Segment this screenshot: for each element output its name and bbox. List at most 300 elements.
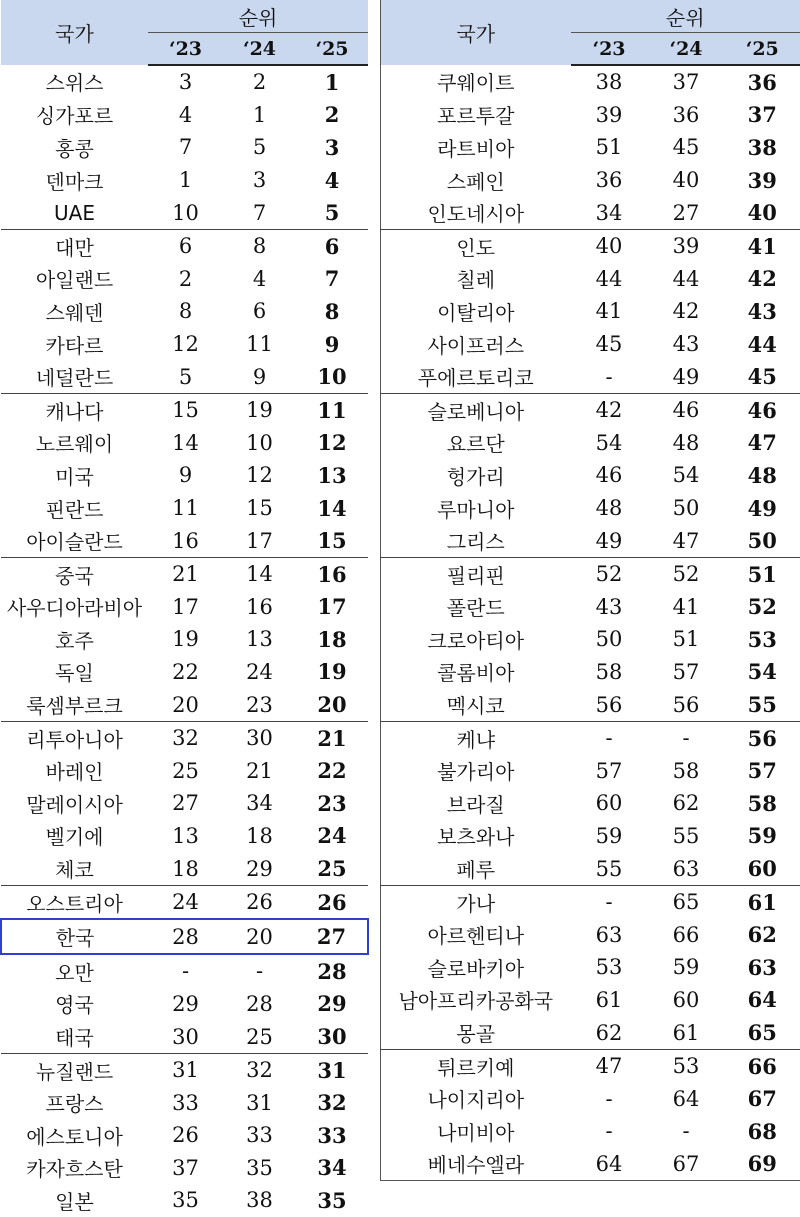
rank-2024: 52 — [648, 557, 725, 590]
rank-2024: 31 — [223, 1086, 296, 1119]
country-name: 말레이시아 — [1, 787, 148, 820]
rank-2023: 50 — [571, 623, 648, 656]
country-name: 인도 — [381, 229, 571, 262]
country-name: 호주 — [1, 623, 148, 656]
country-name: 독일 — [1, 656, 148, 689]
rank-2025: 3 — [296, 131, 368, 164]
rank-2025: 39 — [725, 164, 800, 197]
rank-2023: 41 — [571, 295, 648, 328]
rank-2023: 62 — [571, 1016, 648, 1049]
rank-2024: 51 — [648, 623, 725, 656]
rank-2023: 60 — [571, 787, 648, 820]
country-name: 벨기에 — [1, 820, 148, 853]
rank-2024: 61 — [648, 1016, 725, 1049]
rank-2024: 62 — [648, 787, 725, 820]
rank-2023: - — [571, 1082, 648, 1115]
table-row — [381, 295, 800, 328]
rank-2024: 8 — [223, 229, 296, 262]
rank-2024: - — [223, 954, 296, 988]
rank-2025: 11 — [296, 393, 368, 426]
table-row — [381, 459, 800, 492]
rank-2023: 20 — [148, 688, 223, 721]
rank-2024: 33 — [223, 1119, 296, 1152]
country-name: 오만 — [1, 954, 148, 988]
rank-2023: 29 — [148, 988, 223, 1021]
table-row — [1, 229, 368, 262]
rank-2024: 26 — [223, 885, 296, 919]
table-row — [1, 196, 368, 229]
rank-2023: 25 — [148, 754, 223, 787]
table-row — [381, 721, 800, 754]
table-row — [1, 1152, 368, 1185]
country-name: 요르단 — [381, 427, 571, 460]
rank-2023: 46 — [571, 459, 648, 492]
country-name: 남아프리카공화국 — [381, 984, 571, 1017]
rank-2023: 12 — [148, 328, 223, 361]
country-name: 에스토니아 — [1, 1119, 148, 1152]
table-row — [381, 393, 800, 426]
rank-2025: 43 — [725, 295, 800, 328]
rank-2024: 64 — [648, 1082, 725, 1115]
table-row — [381, 984, 800, 1017]
rank-2025: 24 — [296, 820, 368, 853]
rank-2025: 31 — [296, 1053, 368, 1086]
rank-2024: 36 — [648, 99, 725, 132]
rank-2025: 28 — [296, 954, 368, 988]
rank-2025: 58 — [725, 787, 800, 820]
rank-2025: 63 — [725, 951, 800, 984]
rank-2025: 26 — [296, 885, 368, 919]
rank-2023: 3 — [148, 65, 223, 99]
table-row — [1, 591, 368, 624]
rank-2024: 10 — [223, 427, 296, 460]
rank-2024: 13 — [223, 623, 296, 656]
rank-2024: 49 — [648, 360, 725, 393]
table-row — [381, 328, 800, 361]
table-row — [1, 360, 368, 393]
rank-2023: 33 — [148, 1086, 223, 1119]
rank-2023: 42 — [571, 393, 648, 426]
country-name: 베네수엘라 — [381, 1148, 571, 1181]
country-name: 리투아니아 — [1, 721, 148, 754]
table-row — [1, 885, 368, 919]
table-row — [1, 1020, 368, 1053]
table-row — [1, 988, 368, 1021]
country-name: 대만 — [1, 229, 148, 262]
rank-2025: 67 — [725, 1082, 800, 1115]
country-name: 칠레 — [381, 263, 571, 296]
rank-2025: 19 — [296, 656, 368, 689]
table-row — [1, 919, 368, 954]
table-row — [381, 427, 800, 460]
country-name: 중국 — [1, 557, 148, 590]
rank-2023: 11 — [148, 492, 223, 525]
table-row — [1, 131, 368, 164]
rank-2025: 59 — [725, 820, 800, 853]
ranking-table-left — [0, 0, 369, 1217]
country-name: 아이슬란드 — [1, 524, 148, 557]
rank-2025: 6 — [296, 229, 368, 262]
rank-2024: 28 — [223, 988, 296, 1021]
country-name: 노르웨이 — [1, 427, 148, 460]
rank-2025: 57 — [725, 754, 800, 787]
country-name: 오스트리아 — [1, 885, 148, 919]
table-row — [1, 164, 368, 197]
table-row — [1, 427, 368, 460]
rank-2025: 54 — [725, 656, 800, 689]
rank-2023: 43 — [571, 591, 648, 624]
table-body-left — [1, 65, 368, 1217]
rank-2023: 38 — [571, 65, 648, 99]
rank-2023: 36 — [571, 164, 648, 197]
year-header-23: ‘23 — [571, 33, 648, 66]
country-name: 크로아티아 — [381, 623, 571, 656]
rank-2023: 32 — [148, 721, 223, 754]
country-name: 룩셈부르크 — [1, 688, 148, 721]
rank-2025: 64 — [725, 984, 800, 1017]
table-row — [381, 1049, 800, 1082]
table-row — [381, 787, 800, 820]
table-row — [381, 524, 800, 557]
rank-2024: 47 — [648, 524, 725, 557]
table-row — [1, 688, 368, 721]
country-name: 태국 — [1, 1020, 148, 1053]
year-header-24: ‘24 — [648, 33, 725, 66]
rank-2024: 29 — [223, 852, 296, 885]
country-name: 카자흐스탄 — [1, 1152, 148, 1185]
country-name: 라트비아 — [381, 131, 571, 164]
rank-2025: 27 — [296, 919, 368, 954]
country-name: 영국 — [1, 988, 148, 1021]
rank-2024: 56 — [648, 688, 725, 721]
country-name: 아르헨티나 — [381, 918, 571, 951]
country-name: 폴란드 — [381, 591, 571, 624]
table-row — [1, 459, 368, 492]
rank-2025: 10 — [296, 360, 368, 393]
rank-2025: 21 — [296, 721, 368, 754]
rank-2023: 64 — [571, 1148, 648, 1181]
country-name: 캐나다 — [1, 393, 148, 426]
rank-2023: 13 — [148, 820, 223, 853]
rank-header: 순위 — [571, 0, 800, 33]
rank-2025: 7 — [296, 263, 368, 296]
country-name: 일본 — [1, 1184, 148, 1217]
rank-2023: 7 — [148, 131, 223, 164]
rank-2024: 32 — [223, 1053, 296, 1086]
country-name: 네덜란드 — [1, 360, 148, 393]
country-name: 아일랜드 — [1, 263, 148, 296]
rank-2024: 23 — [223, 688, 296, 721]
year-header-25: ‘25 — [296, 33, 368, 66]
rank-2025: 46 — [725, 393, 800, 426]
rank-2025: 35 — [296, 1184, 368, 1217]
rank-2023: 6 — [148, 229, 223, 262]
country-name: 핀란드 — [1, 492, 148, 525]
rank-2023: 61 — [571, 984, 648, 1017]
country-name: 멕시코 — [381, 688, 571, 721]
rank-2023: 8 — [148, 295, 223, 328]
rank-2023: 53 — [571, 951, 648, 984]
table-row — [381, 1115, 800, 1148]
table-row — [1, 99, 368, 132]
rank-2025: 38 — [725, 131, 800, 164]
rank-2024: 39 — [648, 229, 725, 262]
table-row — [381, 623, 800, 656]
rank-2023: 15 — [148, 393, 223, 426]
country-name: 뉴질랜드 — [1, 1053, 148, 1086]
table-row — [1, 1119, 368, 1152]
rank-2024: 4 — [223, 263, 296, 296]
rank-2025: 4 — [296, 164, 368, 197]
rank-2025: 13 — [296, 459, 368, 492]
rank-2023: 47 — [571, 1049, 648, 1082]
rank-2025: 32 — [296, 1086, 368, 1119]
rank-2025: 30 — [296, 1020, 368, 1053]
rank-2024: 57 — [648, 656, 725, 689]
country-name: 슬로베니아 — [381, 393, 571, 426]
rank-2024: 21 — [223, 754, 296, 787]
rank-2024: 24 — [223, 656, 296, 689]
country-name: UAE — [1, 196, 148, 229]
rank-2024: 50 — [648, 492, 725, 525]
rank-2023: 57 — [571, 754, 648, 787]
year-header-23: ‘23 — [148, 33, 223, 66]
table-row — [381, 754, 800, 787]
table-row — [381, 263, 800, 296]
rank-2023: 49 — [571, 524, 648, 557]
rank-2024: 59 — [648, 951, 725, 984]
rank-2023: 51 — [571, 131, 648, 164]
rank-2023: 18 — [148, 852, 223, 885]
rank-2023: 5 — [148, 360, 223, 393]
rank-2024: 37 — [648, 65, 725, 99]
country-name: 스위스 — [1, 65, 148, 99]
table-row — [1, 328, 368, 361]
rank-2025: 50 — [725, 524, 800, 557]
rank-2024: 46 — [648, 393, 725, 426]
rank-2025: 25 — [296, 852, 368, 885]
country-name: 헝가리 — [381, 459, 571, 492]
rank-2023: 2 — [148, 263, 223, 296]
country-name: 카타르 — [1, 328, 148, 361]
rank-2024: 20 — [223, 919, 296, 954]
rank-2025: 66 — [725, 1049, 800, 1082]
rank-2024: 3 — [223, 164, 296, 197]
rank-2025: 18 — [296, 623, 368, 656]
table-row — [1, 295, 368, 328]
rank-2023: 19 — [148, 623, 223, 656]
rank-2023: 40 — [571, 229, 648, 262]
rank-2025: 61 — [725, 885, 800, 918]
table-row — [1, 524, 368, 557]
rank-2025: 53 — [725, 623, 800, 656]
table-row — [381, 1082, 800, 1115]
rank-2024: 35 — [223, 1152, 296, 1185]
country-name: 사우디아라비아 — [1, 591, 148, 624]
rank-2023: 48 — [571, 492, 648, 525]
table-row — [381, 229, 800, 262]
rank-2024: 54 — [648, 459, 725, 492]
rank-2023: - — [571, 885, 648, 918]
rank-2025: 9 — [296, 328, 368, 361]
rank-2023: 4 — [148, 99, 223, 132]
rank-2024: 34 — [223, 787, 296, 820]
rank-2025: 14 — [296, 492, 368, 525]
table-row — [1, 263, 368, 296]
table-row — [381, 492, 800, 525]
rank-2023: 28 — [148, 919, 223, 954]
table-row — [381, 196, 800, 229]
table-row — [1, 954, 368, 988]
rank-2023: 24 — [148, 885, 223, 919]
rank-2023: 63 — [571, 918, 648, 951]
rank-2024: 42 — [648, 295, 725, 328]
rank-2023: 17 — [148, 591, 223, 624]
country-name: 체코 — [1, 852, 148, 885]
country-name: 콜롬비아 — [381, 656, 571, 689]
country-name: 스웨덴 — [1, 295, 148, 328]
rank-2025: 22 — [296, 754, 368, 787]
rank-2023: 1 — [148, 164, 223, 197]
rank-2023: 27 — [148, 787, 223, 820]
rank-2024: 40 — [648, 164, 725, 197]
rank-2025: 15 — [296, 524, 368, 557]
rank-2023: 44 — [571, 263, 648, 296]
table-row — [1, 393, 368, 426]
rank-2024: 43 — [648, 328, 725, 361]
rank-2024: 44 — [648, 263, 725, 296]
rank-2024: 19 — [223, 393, 296, 426]
table-row — [381, 852, 800, 885]
rank-2025: 5 — [296, 196, 368, 229]
country-name: 필리핀 — [381, 557, 571, 590]
rank-2024: 25 — [223, 1020, 296, 1053]
rank-2025: 33 — [296, 1119, 368, 1152]
rank-2024: 45 — [648, 131, 725, 164]
rank-2024: 14 — [223, 557, 296, 590]
table-body-right — [381, 65, 800, 1181]
rank-2024: 11 — [223, 328, 296, 361]
table-row — [381, 656, 800, 689]
rank-2025: 17 — [296, 591, 368, 624]
rank-2024: 63 — [648, 852, 725, 885]
table-row — [1, 65, 368, 99]
rank-2023: 39 — [571, 99, 648, 132]
rank-2025: 69 — [725, 1148, 800, 1181]
rank-2024: 53 — [648, 1049, 725, 1082]
rank-2023: 16 — [148, 524, 223, 557]
table-row — [1, 557, 368, 590]
rank-2024: 65 — [648, 885, 725, 918]
table-row — [381, 688, 800, 721]
table-row — [381, 820, 800, 853]
country-name: 나이지리아 — [381, 1082, 571, 1115]
rank-2024: 38 — [223, 1184, 296, 1217]
rank-2024: 27 — [648, 196, 725, 229]
table-row — [381, 164, 800, 197]
rank-2024: 66 — [648, 918, 725, 951]
rank-2023: - — [571, 1115, 648, 1148]
year-header-25: ‘25 — [725, 33, 800, 66]
rank-2023: 14 — [148, 427, 223, 460]
rank-2025: 45 — [725, 360, 800, 393]
table-row — [1, 754, 368, 787]
rank-2024: 2 — [223, 65, 296, 99]
rank-2025: 20 — [296, 688, 368, 721]
country-name: 프랑스 — [1, 1086, 148, 1119]
rank-2025: 44 — [725, 328, 800, 361]
country-name: 튀르키예 — [381, 1049, 571, 1082]
year-header-24: ‘24 — [223, 33, 296, 66]
rank-2023: 31 — [148, 1053, 223, 1086]
rank-2023: 56 — [571, 688, 648, 721]
table-row — [381, 918, 800, 951]
rank-2025: 8 — [296, 295, 368, 328]
country-name: 싱가포르 — [1, 99, 148, 132]
rank-2025: 1 — [296, 65, 368, 99]
rank-2024: - — [648, 721, 725, 754]
rank-2023: 54 — [571, 427, 648, 460]
table-row — [381, 65, 800, 99]
country-name: 페루 — [381, 852, 571, 885]
country-name: 나미비아 — [381, 1115, 571, 1148]
rank-2025: 2 — [296, 99, 368, 132]
rank-2025: 29 — [296, 988, 368, 1021]
country-name: 사이프러스 — [381, 328, 571, 361]
rank-2024: - — [648, 1115, 725, 1148]
country-name: 홍콩 — [1, 131, 148, 164]
rank-2024: 30 — [223, 721, 296, 754]
country-name: 이탈리아 — [381, 295, 571, 328]
table-row — [381, 1016, 800, 1049]
rank-2025: 56 — [725, 721, 800, 754]
rank-2024: 12 — [223, 459, 296, 492]
rank-2024: 7 — [223, 196, 296, 229]
rank-2024: 5 — [223, 131, 296, 164]
rank-2025: 62 — [725, 918, 800, 951]
table-row — [381, 1148, 800, 1181]
rank-2023: 22 — [148, 656, 223, 689]
table-row — [1, 1086, 368, 1119]
table-row — [1, 721, 368, 754]
country-name: 케냐 — [381, 721, 571, 754]
rank-2024: 60 — [648, 984, 725, 1017]
rank-2025: 42 — [725, 263, 800, 296]
rank-2024: 55 — [648, 820, 725, 853]
rank-2025: 36 — [725, 65, 800, 99]
country-header: 국가 — [1, 0, 148, 65]
rank-2025: 40 — [725, 196, 800, 229]
country-name: 몽골 — [381, 1016, 571, 1049]
rank-2025: 49 — [725, 492, 800, 525]
table-row — [1, 1184, 368, 1217]
rank-2024: 1 — [223, 99, 296, 132]
rank-2023: 30 — [148, 1020, 223, 1053]
country-name: 불가리아 — [381, 754, 571, 787]
rank-2025: 48 — [725, 459, 800, 492]
rank-2025: 52 — [725, 591, 800, 624]
rank-2024: 16 — [223, 591, 296, 624]
rank-2024: 48 — [648, 427, 725, 460]
country-name: 인도네시아 — [381, 196, 571, 229]
table-row — [381, 131, 800, 164]
rank-2023: - — [148, 954, 223, 988]
country-name: 가나 — [381, 885, 571, 918]
country-name: 덴마크 — [1, 164, 148, 197]
rank-2024: 18 — [223, 820, 296, 853]
rank-2025: 16 — [296, 557, 368, 590]
country-header: 국가 — [381, 0, 571, 65]
